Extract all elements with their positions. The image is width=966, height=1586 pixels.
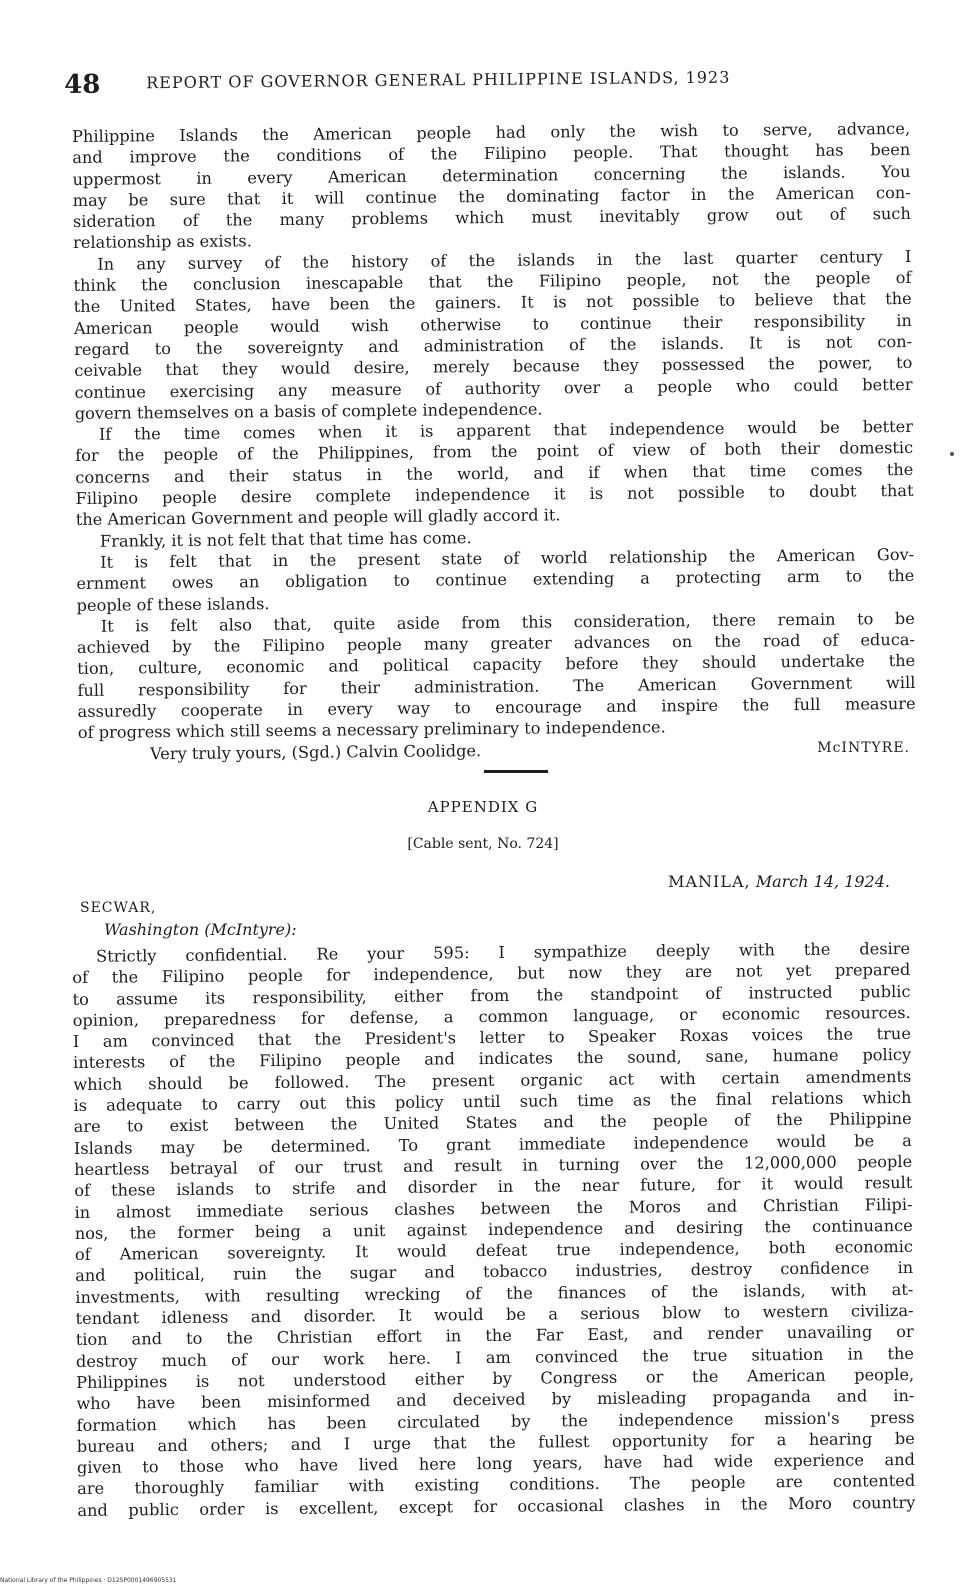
cable-line: and political, ruin the sugar and tobacco industries, destroy confidence in [75, 1258, 914, 1286]
running-title: REPORT OF GOVERNOR GENERAL PHILIPPINE ISLANDS, 1923 [146, 67, 731, 93]
cable-line: in almost immediate serious clashes between the Moros and Christian Filipi- [74, 1194, 913, 1222]
letter-line: think the conclusion inescapable that the Filipino people, not the people of [73, 268, 912, 296]
cable-line: bureau and others; and I urge that the fullest opportunity for a hearing be [76, 1428, 915, 1456]
cable-line: Strictly confidential. Re your 595: I sympathize deeply with the desire [96, 938, 911, 966]
letter-line: continue exercising any measure of authority over a people who could better [74, 374, 913, 402]
letter-line: It is felt that in the present state of world relationship the American Gov- [100, 544, 915, 572]
letter-line: regard to the sovereignty and administration of the islands. It is not con- [74, 331, 913, 359]
cable-line: of the Filipino people for independence, but now they are not yet prepared [72, 960, 911, 988]
letter-line: If the time comes when it is apparent that independence would be better [98, 417, 914, 444]
cable-line: Philippines is not understood either by Congress or the American people, [76, 1364, 915, 1392]
cable-note: [Cable sent, No. 724] [407, 836, 559, 852]
letter-line: It is felt also that, quite aside from this consideration, there remain to be [100, 608, 915, 636]
addressee: SECWAR, [80, 900, 157, 916]
letter-line: achieved by the Filipino people many greater advances on the road of educa- [76, 630, 916, 658]
letter-line: of progress which still seems a necessary preliminary to independence. [77, 717, 666, 743]
letter-line: the United States, have been the gainers. It is not possible to believe that the [73, 289, 912, 317]
letter-line: Frankly, it is not felt that that time has come. [99, 527, 472, 551]
cable-line: which should be followed. The present organic act with certain amendments [73, 1066, 912, 1094]
cable-line: are to exist between the United States and the people of the Philippine [73, 1109, 912, 1137]
cable-line: of American sovereignty. It would defeat true independence, both economic [74, 1237, 914, 1265]
letter-line: concerns and their status in the world, and if when that time comes the [75, 459, 914, 487]
letter-line: the American Government and people will gladly accord it. [75, 505, 561, 530]
cable-body [72, 938, 915, 1521]
cable-line: destroy much of our work here. I am convinced the true situation in the [75, 1343, 915, 1371]
cable-line: interests of the Filipino people and indicates the sound, sane, humane policy [73, 1045, 912, 1073]
cable-line: who have been misinformed and deceived by misleading propaganda and in- [76, 1386, 915, 1414]
addressee-sub: Washington (McIntyre): [104, 920, 297, 939]
letter-line: full responsibility for their administration. The American Government will [77, 672, 916, 700]
cable-line: are thoroughly familiar with existing conditions. The people are contented [77, 1471, 916, 1499]
cable-line: and public order is excellent, except for occasional clashes in the Moro country [77, 1492, 916, 1520]
cable-line: given to those who have lived here long years, have had wide experience and [76, 1450, 916, 1478]
initials: McINTYRE. [817, 740, 910, 756]
letter-line: people of these islands. [76, 593, 270, 615]
cable-line: nos, the former being a unit against independence and desiring the continuance [74, 1215, 913, 1243]
cable-line: I am convinced that the President's letter to Speaker Roxas voices the true [72, 1024, 911, 1052]
cable-line: heartless betrayal of our trust and result in turning over the 12,000,000 people [74, 1151, 913, 1179]
letter-line: ernment owes an obligation to continue extending a protecting arm to the [76, 566, 915, 594]
section-divider [484, 770, 548, 773]
letter-line: govern themselves on a basis of complete independence. [74, 399, 543, 423]
cable-line: is adequate to carry out this policy until such time as the final relations which [73, 1088, 912, 1116]
appendix-title: APPENDIX G [427, 798, 539, 816]
letter-line: for the people of the Philippines, from the point of view of both their domestic [75, 438, 914, 466]
letter-line: In any survey of the history of the islands in the last quarter century I [97, 246, 912, 274]
cable-line: of these islands to strife and disorder in the near future, for it would result [74, 1173, 913, 1201]
cable-line: tion and to the Christian effort in the Far East, and render unavailing or [75, 1322, 914, 1350]
letter-body [72, 118, 916, 766]
letter-line: assuredly cooperate in every way to encourage and inspire the full measure [77, 693, 916, 721]
scan-credit: National Library of the Philippines · D12SP0001496905531 [0, 1577, 177, 1584]
letter-line: Philippine Islands the American people had only the wish to serve, advance, [72, 118, 911, 146]
cable-line: to assume its responsibility, either from the standpoint of instructed public [72, 981, 911, 1009]
page-number: 48 [64, 69, 101, 100]
dateline [668, 872, 890, 891]
signoff: Very truly yours, (Sgd.) Calvin Coolidge. [149, 740, 482, 763]
dateline-place: MANILA, [668, 872, 751, 891]
letter-line: Filipino people desire complete independence it is not possible to doubt that [75, 480, 914, 509]
letter-line: sideration of the many problems which must inevitably grow out of such [72, 204, 911, 232]
letter-line: may be sure that it will continue the dominating factor in the American con- [72, 182, 911, 210]
dateline-date: March 14, 1924. [755, 872, 890, 891]
cable-line: investments, with resulting wrecking of the finances of the islands, with at- [75, 1279, 914, 1307]
letter-line: uppermost in every American determination concerning the islands. You [72, 161, 911, 189]
page-header [64, 58, 854, 106]
cable-line: Islands may be determined. To grant immediate independence would be a [73, 1130, 912, 1158]
cable-line: tendant idleness and disorder. It would be a serious blow to western civiliza- [75, 1300, 914, 1329]
cable-line: formation which has been circulated by the independence mission's press [76, 1407, 915, 1435]
letter-line: ceivable that they would desire, merely because they possessed the power, to [74, 353, 913, 381]
letter-line: relationship as exists. [73, 231, 252, 253]
letter-line: and improve the conditions of the Filipino people. That thought has been [72, 140, 911, 168]
scan-speck [950, 452, 954, 456]
letter-line: American people would wish otherwise to continue their responsibility in [73, 310, 912, 338]
cable-line: opinion, preparedness for defense, a common language, or economic resources. [72, 1002, 911, 1030]
letter-line: tion, culture, economic and political capacity before they should undertake the [77, 651, 916, 679]
